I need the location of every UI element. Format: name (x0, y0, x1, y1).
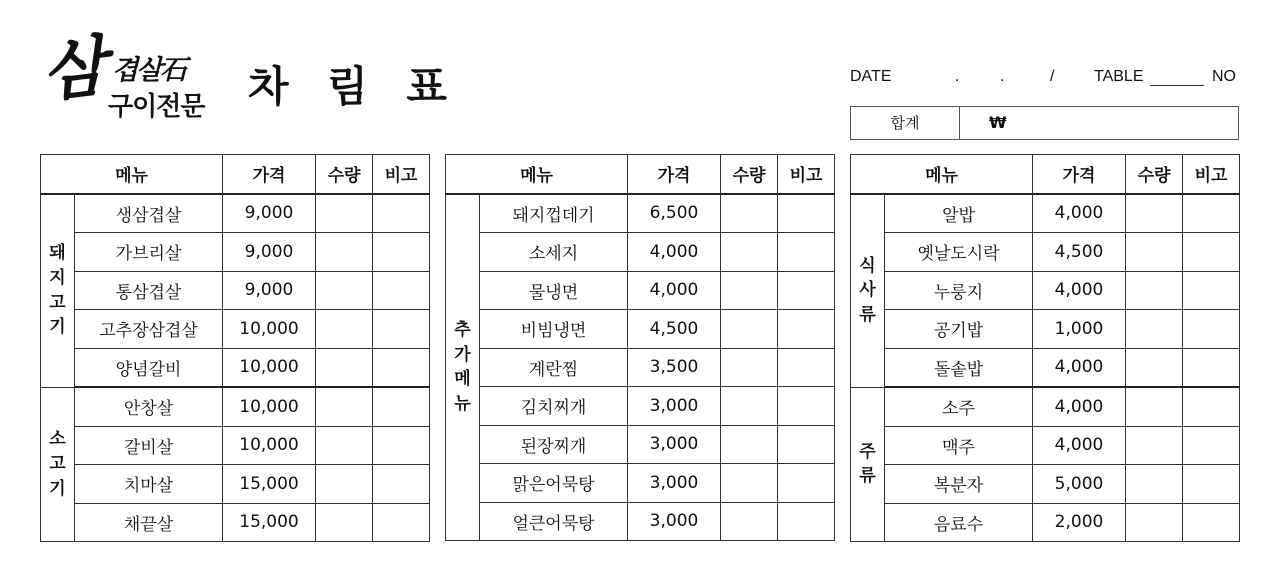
quantity-cell[interactable] (316, 387, 373, 426)
quantity-cell[interactable] (721, 348, 778, 387)
menu-row (41, 310, 430, 349)
menu-row (851, 233, 1240, 272)
table-number-blank[interactable] (1150, 85, 1204, 86)
quantity-cell[interactable] (721, 502, 778, 541)
menu-item-price: 4,000 (1033, 271, 1126, 310)
quantity-cell[interactable] (1126, 348, 1183, 387)
note-cell[interactable] (373, 465, 430, 504)
quantity-cell[interactable] (1126, 387, 1183, 426)
column-header-note: 비고 (1183, 155, 1240, 194)
menu-table-meals-drinks (850, 154, 1240, 542)
quantity-cell[interactable] (721, 464, 778, 503)
category-text: 추가메뉴 (454, 319, 471, 414)
note-cell[interactable] (1183, 194, 1240, 233)
category-label (41, 194, 75, 388)
table-header-row (851, 155, 1240, 194)
menu-item-name: 통삼겹살 (75, 271, 223, 310)
note-cell[interactable] (778, 464, 835, 503)
quantity-cell[interactable] (316, 233, 373, 272)
menu-item-name: 돼지껍데기 (480, 194, 628, 233)
menu-item-price: 4,500 (628, 310, 721, 349)
menu-item-price: 3,000 (628, 425, 721, 464)
note-cell[interactable] (1183, 426, 1240, 465)
menu-item-name: 소세지 (480, 233, 628, 272)
menu-item-name: 알밥 (885, 194, 1033, 233)
column-header-menu: 메뉴 (41, 155, 223, 194)
menu-item-name: 채끝살 (75, 503, 223, 542)
quantity-cell[interactable] (316, 194, 373, 233)
category-text: 주류 (859, 441, 876, 487)
note-cell[interactable] (778, 387, 835, 426)
quantity-cell[interactable] (721, 233, 778, 272)
no-label: NO (1212, 68, 1236, 85)
note-cell[interactable] (1183, 387, 1240, 426)
quantity-cell[interactable] (316, 426, 373, 465)
category-text: 식사류 (859, 255, 876, 325)
menu-row (446, 464, 835, 503)
note-cell[interactable] (373, 348, 430, 387)
menu-item-price: 9,000 (223, 194, 316, 233)
menu-item-price: 3,000 (628, 502, 721, 541)
menu-item-price: 4,000 (628, 233, 721, 272)
menu-row (41, 465, 430, 504)
menu-item-name: 생삼겹살 (75, 194, 223, 233)
logo-big-char: 삼 (38, 27, 106, 111)
menu-item-price: 5,000 (1033, 465, 1126, 504)
quantity-cell[interactable] (1126, 426, 1183, 465)
menu-item-name: 가브리살 (75, 233, 223, 272)
note-cell[interactable] (778, 233, 835, 272)
quantity-cell[interactable] (316, 503, 373, 542)
menu-item-name: 비빔냉면 (480, 310, 628, 349)
menu-row (851, 194, 1240, 233)
column-header-price: 가격 (223, 155, 316, 194)
menu-item-price: 15,000 (223, 503, 316, 542)
menu-row (446, 387, 835, 426)
menu-row (851, 310, 1240, 349)
column-header-price: 가격 (628, 155, 721, 194)
menu-row (446, 348, 835, 387)
menu-row (41, 348, 430, 387)
menu-item-price: 4,500 (1033, 233, 1126, 272)
quantity-cell[interactable] (721, 387, 778, 426)
note-cell[interactable] (1183, 271, 1240, 310)
quantity-cell[interactable] (721, 310, 778, 349)
menu-item-price: 3,000 (628, 387, 721, 426)
quantity-cell[interactable] (316, 465, 373, 504)
menu-row (851, 465, 1240, 504)
menu-item-name: 양념갈비 (75, 348, 223, 387)
menu-row (446, 425, 835, 464)
menu-row (851, 503, 1240, 542)
quantity-cell[interactable] (1126, 503, 1183, 542)
menu-item-price: 15,000 (223, 465, 316, 504)
menu-item-name: 복분자 (885, 465, 1033, 504)
menu-item-name: 된장찌개 (480, 425, 628, 464)
quantity-cell[interactable] (721, 271, 778, 310)
menu-item-name: 치마살 (75, 465, 223, 504)
category-label (446, 194, 480, 541)
menu-item-name: 안창살 (75, 387, 223, 426)
menu-row (446, 233, 835, 272)
quantity-cell[interactable] (316, 310, 373, 349)
note-cell[interactable] (778, 310, 835, 349)
quantity-cell[interactable] (721, 425, 778, 464)
quantity-cell[interactable] (1126, 465, 1183, 504)
menu-item-name: 누룽지 (885, 271, 1033, 310)
table-label: TABLE (1094, 68, 1144, 85)
menu-row (851, 348, 1240, 387)
note-cell[interactable] (373, 194, 430, 233)
menu-item-name: 갈비살 (75, 426, 223, 465)
note-cell[interactable] (778, 425, 835, 464)
column-header-qty: 수량 (721, 155, 778, 194)
quantity-cell[interactable] (1126, 233, 1183, 272)
date-label: DATE (850, 68, 892, 85)
menu-table-extras (445, 154, 835, 541)
total-box (850, 106, 1239, 140)
quantity-cell[interactable] (1126, 310, 1183, 349)
menu-item-price: 9,000 (223, 233, 316, 272)
menu-row (446, 502, 835, 541)
menu-item-price: 10,000 (223, 387, 316, 426)
column-header-menu: 메뉴 (446, 155, 628, 194)
logo-top-text: 겹살石 (112, 55, 186, 86)
note-cell[interactable] (373, 387, 430, 426)
menu-item-name: 소주 (885, 387, 1033, 426)
category-label (851, 194, 885, 388)
column-header-qty: 수량 (316, 155, 373, 194)
menu-item-price: 4,000 (1033, 194, 1126, 233)
menu-item-name: 계란찜 (480, 348, 628, 387)
menu-row (41, 503, 430, 542)
menu-item-price: 10,000 (223, 310, 316, 349)
date-separator: . (1000, 68, 1005, 85)
note-cell[interactable] (778, 502, 835, 541)
menu-item-price: 4,000 (1033, 348, 1126, 387)
won-currency-icon: ₩ (989, 113, 1007, 132)
note-cell[interactable] (1183, 465, 1240, 504)
note-cell[interactable] (373, 271, 430, 310)
quantity-cell[interactable] (316, 348, 373, 387)
menu-row (446, 310, 835, 349)
category-text: 소고기 (49, 429, 66, 499)
menu-item-price: 6,500 (628, 194, 721, 233)
note-cell[interactable] (1183, 348, 1240, 387)
menu-row (41, 233, 430, 272)
quantity-cell[interactable] (1126, 271, 1183, 310)
note-cell[interactable] (778, 271, 835, 310)
menu-item-name: 고추장삼겹살 (75, 310, 223, 349)
note-cell[interactable] (778, 194, 835, 233)
menu-table-meat (40, 154, 430, 542)
column-header-price: 가격 (1033, 155, 1126, 194)
menu-item-price: 9,000 (223, 271, 316, 310)
category-label (41, 387, 75, 542)
column-header-qty: 수량 (1126, 155, 1183, 194)
table-header-row (41, 155, 430, 194)
menu-row (41, 387, 430, 426)
table-header-row (446, 155, 835, 194)
menu-row (446, 194, 835, 233)
logo-bottom-text: 구이전문 (108, 92, 205, 122)
menu-item-price: 3,000 (628, 464, 721, 503)
quantity-cell[interactable] (1126, 194, 1183, 233)
category-text: 돼지고기 (49, 243, 66, 338)
menu-item-price: 4,000 (1033, 426, 1126, 465)
note-cell[interactable] (373, 310, 430, 349)
menu-item-name: 음료수 (885, 503, 1033, 542)
menu-item-name: 돌솥밥 (885, 348, 1033, 387)
note-cell[interactable] (778, 348, 835, 387)
page-title: 차 림 표 (248, 62, 459, 111)
menu-item-name: 옛날도시락 (885, 233, 1033, 272)
quantity-cell[interactable] (721, 194, 778, 233)
column-header-note: 비고 (373, 155, 430, 194)
column-header-note: 비고 (778, 155, 835, 194)
menu-item-price: 1,000 (1033, 310, 1126, 349)
menu-item-price: 4,000 (1033, 387, 1126, 426)
date-separator: . (955, 68, 960, 85)
menu-item-price: 2,000 (1033, 503, 1126, 542)
slash-separator: / (1050, 68, 1055, 85)
menu-item-price: 10,000 (223, 348, 316, 387)
menu-row (41, 426, 430, 465)
menu-item-price: 3,500 (628, 348, 721, 387)
menu-item-price: 10,000 (223, 426, 316, 465)
menu-item-name: 김치찌개 (480, 387, 628, 426)
note-cell[interactable] (1183, 310, 1240, 349)
brand-logo (38, 27, 232, 128)
order-info-header (850, 68, 1240, 92)
menu-item-name: 물냉면 (480, 271, 628, 310)
note-cell[interactable] (1183, 503, 1240, 542)
menu-item-name: 얼큰어묵탕 (480, 502, 628, 541)
menu-item-price: 4,000 (628, 271, 721, 310)
menu-row (41, 271, 430, 310)
note-cell[interactable] (1183, 233, 1240, 272)
menu-item-name: 공기밥 (885, 310, 1033, 349)
menu-row (41, 194, 430, 233)
menu-row (851, 387, 1240, 426)
menu-row (851, 426, 1240, 465)
note-cell[interactable] (373, 233, 430, 272)
menu-item-name: 맑은어묵탕 (480, 464, 628, 503)
category-label (851, 387, 885, 542)
menu-row (446, 271, 835, 310)
note-cell[interactable] (373, 503, 430, 542)
quantity-cell[interactable] (316, 271, 373, 310)
menu-item-name: 맥주 (885, 426, 1033, 465)
column-header-menu: 메뉴 (851, 155, 1033, 194)
note-cell[interactable] (373, 426, 430, 465)
menu-row (851, 271, 1240, 310)
total-label: 합계 (851, 107, 960, 139)
